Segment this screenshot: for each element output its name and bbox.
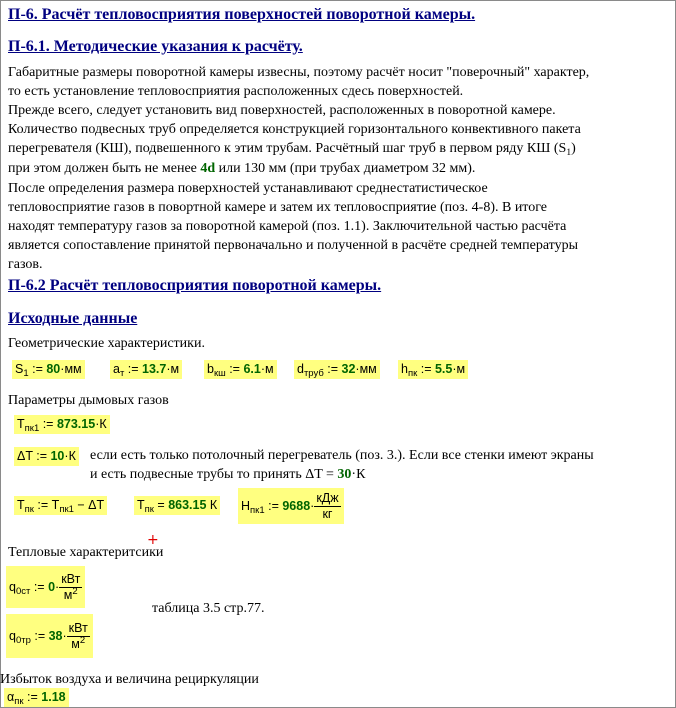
s1-inline: $S_1$ (558, 141, 572, 158)
para-line-1: Габаритные размеры поворотной камеры извесны, поэтому расчёт носит "поверочный" характер, (8, 65, 590, 80)
region-dtrub[interactable]: $d_{труб}$ := 32·мм (294, 360, 380, 379)
para-line-7: После определения размера поверхностей устанавливают среднестатистическое (8, 181, 488, 196)
heading-input-data: Исходные данные (8, 310, 138, 327)
table-reference: таблица 3.5 стр.77. (152, 601, 265, 616)
delta-t-note-2: и есть подвесные трубы то принять ΔT = 30·К (90, 467, 366, 482)
region-q0tr[interactable]: $q_{0тр}$ := 38· $\frac{\text{кВт}}{м^2}$ (6, 614, 93, 658)
heading-p6: П-6. Расчёт тепловосприятия поверхностей поворотной камеры. (8, 6, 476, 23)
region-bksh[interactable]: $b_{кш}$ := 6.1·м (204, 360, 277, 379)
region-alpha[interactable]: $\alpha_{пк}$ := 1.18 (4, 688, 69, 707)
region-at[interactable]: $a_т$ := 13.7·м (110, 360, 182, 379)
region-hpk[interactable]: $h_{пк}$ := 5.5·м (398, 360, 468, 379)
para-line-4: Количество подвесных труб определяется конструкцией горизонтального конвективного пакета (8, 122, 581, 137)
region-s1[interactable]: $S_1$ := 80·мм (12, 360, 85, 379)
region-q0st[interactable]: $q_{0ст}$ := 0· $\frac{\text{кВт}}{м^2}$ (6, 566, 85, 608)
heading-p62: П-6.2 Расчёт тепловосприятия поворотной камеры. (8, 277, 382, 294)
heat-label: Тепловые характеритсики (8, 545, 164, 560)
para-line-8: тепловосприятие газов в повортной камере и затем их тепловосприятие (поз. 4-8). В итоге (8, 200, 548, 215)
gas-label: Параметры дымовых газов (8, 393, 169, 408)
para-line-2: то есть установление тепловосприятия расположенных сдесь поверхностей. (8, 84, 464, 99)
region-tpk-def[interactable]: $T_{пк}$ := $T_{пк1} - \Delta T$ (14, 496, 107, 515)
para-line-11: газов. (8, 257, 43, 272)
value-4d: 4d (200, 161, 216, 176)
region-hpk1[interactable]: $H_{пк1}$ := 9688· $\frac{\text{кДж}}{кг}$ (238, 488, 344, 524)
air-label: Избыток воздуха и величина рециркуляции (0, 672, 259, 687)
para-line-10: является сопоставление принятой первоначально и полученной в расчёте средней температуры (8, 238, 579, 253)
region-delta-t[interactable]: ΔT := 10·К (14, 447, 79, 466)
insert-cursor-icon: + (147, 532, 159, 548)
geometry-label: Геометрические характеристики. (8, 336, 205, 351)
region-tpk-result[interactable]: $T_{пк} = 863.15$ К (134, 496, 220, 515)
para-line-5: перегревателя (КШ), подвешенного к этим трубам. Расчётный шаг труб в первом ряду КШ $(S_1)$ (8, 141, 576, 158)
heading-p61: П-6.1. Методические указания к расчёту. (8, 38, 303, 55)
region-tpk1[interactable]: $T_{пк1}$ := 873.15·К (14, 415, 110, 434)
para-line-3: Прежде всего, следует установить вид поверхностей, расположенных в поворотной камере. (8, 103, 556, 118)
para-line-6: при этом должен быть не менее 4d или 130 мм (при трубах диаметром 32 мм). (8, 161, 476, 176)
para-line-9: находят температуру газов за поворотной камерой (поз. 1.1). Заключительной частью расчёта (8, 219, 567, 234)
delta-t-note-1: если есть только потолочный перегреватель (поз. 3.). Если все стенки имеют экраны (90, 448, 594, 463)
